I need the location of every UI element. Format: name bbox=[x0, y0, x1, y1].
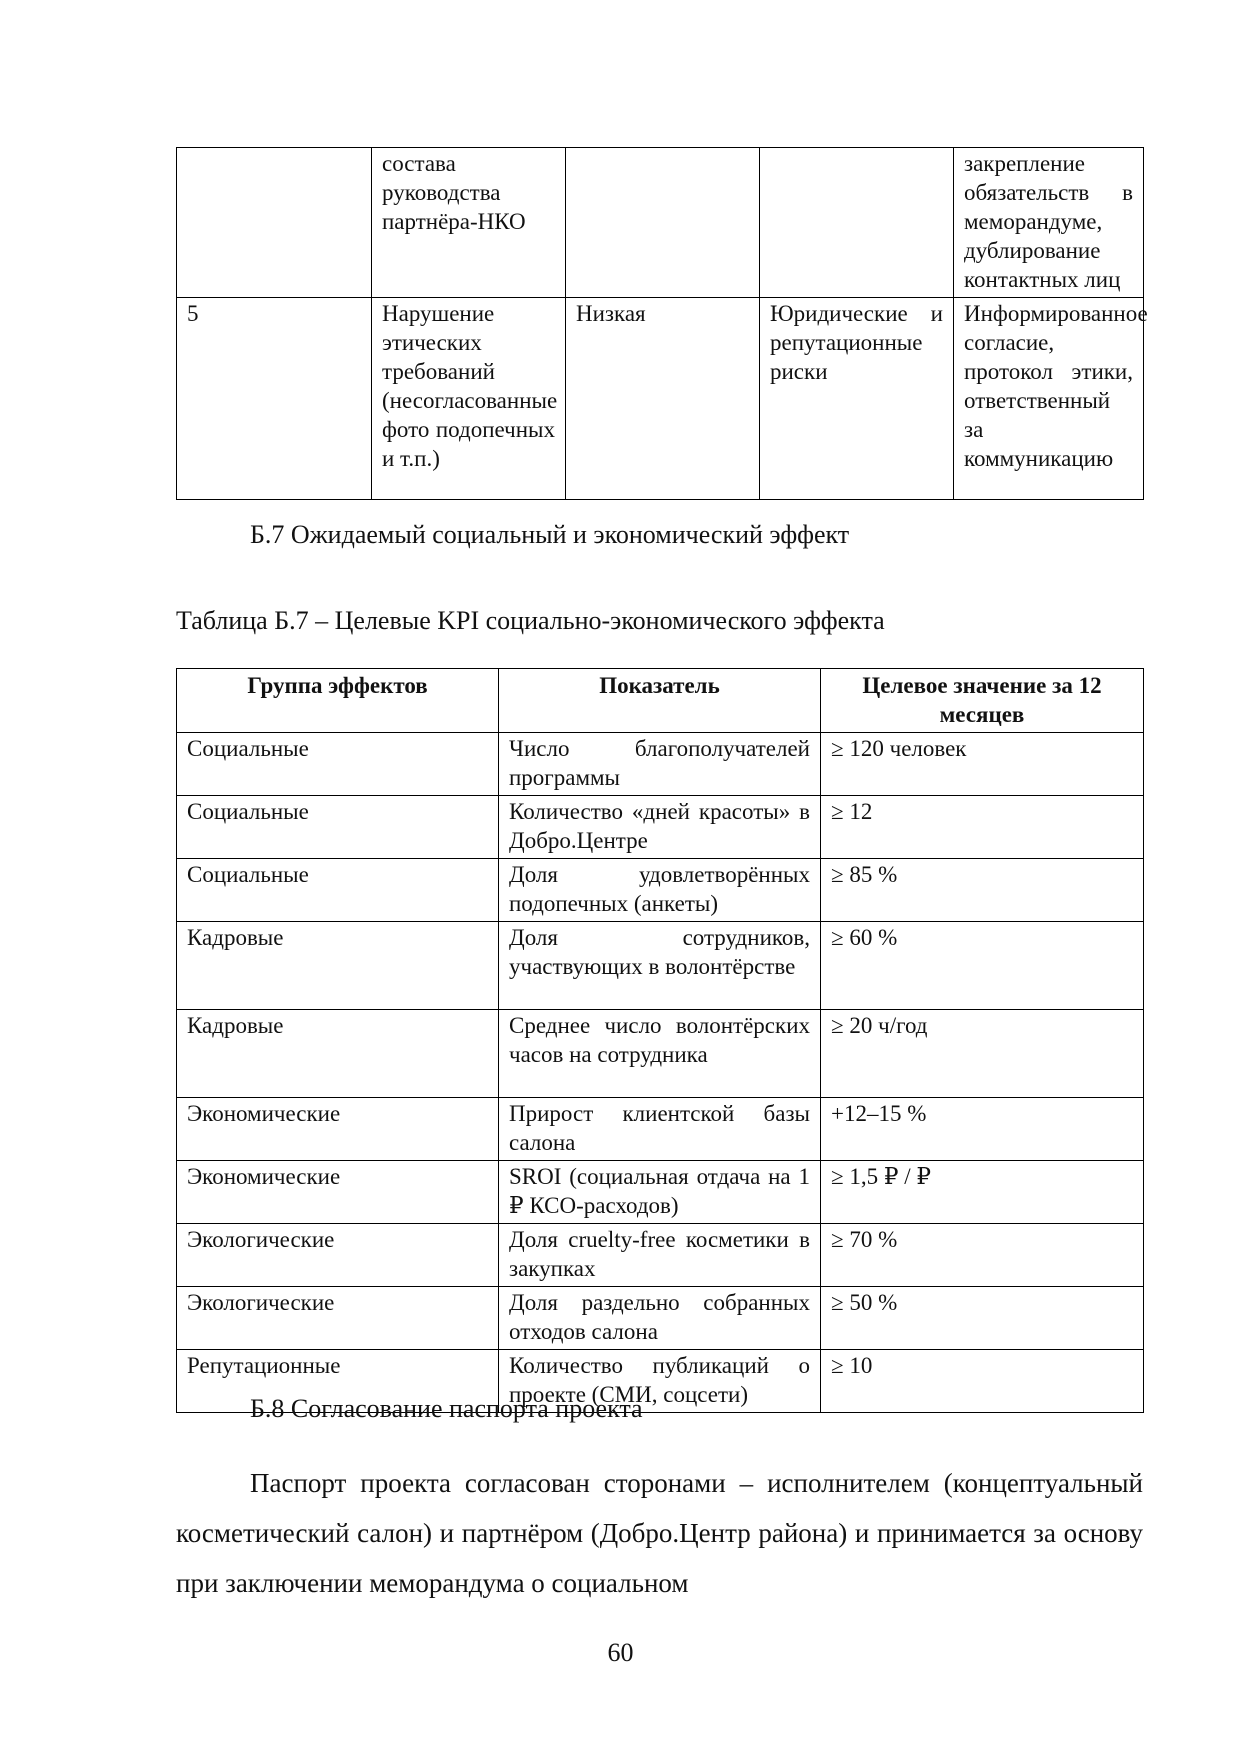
table-row bbox=[177, 1010, 1144, 1098]
risk-consequences-cell: Юридические и репутационные риски bbox=[760, 298, 954, 500]
indicator-cell: SROI (социальная отдача на 1 ₽ КСО-расходов) bbox=[499, 1161, 821, 1224]
effect-group-cell: Кадровые bbox=[177, 922, 499, 1010]
risk-probability-cell: Низкая bbox=[566, 298, 760, 500]
effect-group-cell: Экономические bbox=[177, 1161, 499, 1224]
effect-group-cell: Социальные bbox=[177, 733, 499, 796]
target-value-cell: ≥ 70 % bbox=[821, 1224, 1144, 1287]
table-row bbox=[177, 148, 1144, 298]
effect-group-cell: Социальные bbox=[177, 859, 499, 922]
body-paragraph: Паспорт проекта согласован сторонами – исполнителем (концептуальный косметический салон) и партнёром (Добро.Центр района) и принимается за основу при заключении меморандума о социальном bbox=[176, 1468, 1143, 1598]
target-value-cell: ≥ 1,5 ₽ / ₽ bbox=[821, 1161, 1144, 1224]
indicator-cell: Число благополучателей программы bbox=[499, 733, 821, 796]
table-row bbox=[177, 1098, 1144, 1161]
table-header-row bbox=[177, 669, 1144, 733]
indicator-cell: Доля сотрудников, участвующих в волонтёрстве bbox=[499, 922, 821, 1010]
risk-table bbox=[176, 147, 1148, 500]
table-row bbox=[177, 1224, 1144, 1287]
risk-measures-cell: закрепление обязательств в меморандуме, дублирование контактных лиц bbox=[954, 148, 1144, 298]
table-row bbox=[177, 1287, 1144, 1350]
indicator-cell: Количество публикаций о проекте (СМИ, соцсети) bbox=[499, 1350, 821, 1413]
target-value-cell: ≥ 50 % bbox=[821, 1287, 1144, 1350]
effect-group-cell: Кадровые bbox=[177, 1010, 499, 1098]
table-row bbox=[177, 859, 1144, 922]
risk-number-cell bbox=[177, 148, 372, 298]
effect-group-cell: Репутационные bbox=[177, 1350, 499, 1413]
page-number: 60 bbox=[607, 1638, 634, 1667]
indicator-cell: Среднее число волонтёрских часов на сотрудника bbox=[499, 1010, 821, 1098]
risk-description-cell: Нарушение этических требований (несогласованные фото подопечных и т.п.) bbox=[372, 298, 566, 500]
table-row bbox=[177, 1161, 1144, 1224]
effect-group-cell: Экономические bbox=[177, 1098, 499, 1161]
section-heading-b7: Б.7 Ожидаемый социальный и экономический эффект bbox=[250, 520, 850, 549]
column-header: Группа эффектов bbox=[177, 669, 499, 733]
indicator-cell: Доля раздельно собранных отходов салона bbox=[499, 1287, 821, 1350]
section-heading-b8: Б.8 Согласование паспорта проекта bbox=[250, 1394, 643, 1423]
table-row bbox=[177, 922, 1144, 1010]
table-row bbox=[177, 796, 1144, 859]
risk-measures-cell: Информированное согласие, протокол этики, ответственный за коммуникацию bbox=[954, 298, 1144, 500]
risk-consequences-cell bbox=[760, 148, 954, 298]
column-header: Показатель bbox=[499, 669, 821, 733]
risk-description-cell: состава руководства партнёра-НКО bbox=[372, 148, 566, 298]
target-value-cell: ≥ 120 человек bbox=[821, 733, 1144, 796]
target-value-cell: +12–15 % bbox=[821, 1098, 1144, 1161]
risk-number-cell: 5 bbox=[177, 298, 372, 500]
target-value-cell: ≥ 12 bbox=[821, 796, 1144, 859]
indicator-cell: Прирост клиентской базы салона bbox=[499, 1098, 821, 1161]
indicator-cell: Доля cruelty-free косметики в закупках bbox=[499, 1224, 821, 1287]
kpi-table bbox=[176, 668, 1144, 1413]
table-caption: Таблица Б.7 – Целевые KPI социально-экономического эффекта bbox=[176, 606, 885, 635]
target-value-cell: ≥ 60 % bbox=[821, 922, 1144, 1010]
target-value-cell: ≥ 20 ч/год bbox=[821, 1010, 1144, 1098]
indicator-cell: Доля удовлетворённых подопечных (анкеты) bbox=[499, 859, 821, 922]
effect-group-cell: Экологические bbox=[177, 1287, 499, 1350]
table-row bbox=[177, 298, 1144, 500]
table-row bbox=[177, 733, 1144, 796]
indicator-cell: Количество «дней красоты» в Добро.Центре bbox=[499, 796, 821, 859]
effect-group-cell: Социальные bbox=[177, 796, 499, 859]
risk-probability-cell bbox=[566, 148, 760, 298]
effect-group-cell: Экологические bbox=[177, 1224, 499, 1287]
column-header: Целевое значение за 12 месяцев bbox=[821, 669, 1144, 733]
target-value-cell: ≥ 85 % bbox=[821, 859, 1144, 922]
target-value-cell: ≥ 10 bbox=[821, 1350, 1144, 1413]
